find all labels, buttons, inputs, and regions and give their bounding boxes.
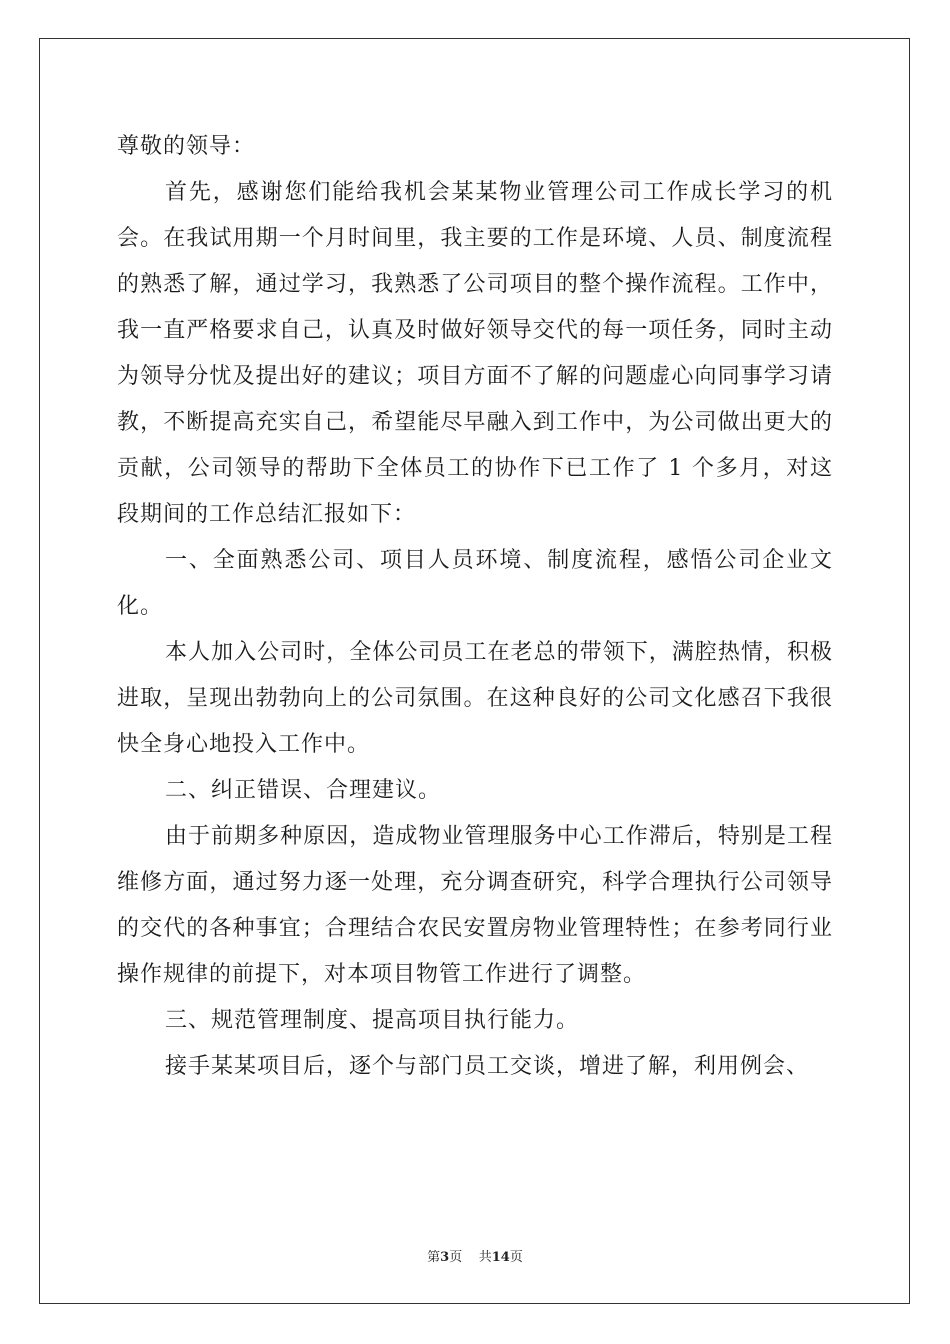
page-suffix: 页 bbox=[449, 1250, 463, 1265]
total-prefix: 共 bbox=[478, 1250, 492, 1265]
paragraph-section-1: 本人加入公司时，全体公司员工在老总的带领下，满腔热情，积极进取，呈现出勃勃向上的公司氛围。在这种良好的公司文化感召下我很快全身心地投入工作中。 bbox=[117, 640, 833, 757]
total-suffix: 页 bbox=[509, 1250, 523, 1265]
paragraph-section-2: 由于前期多种原因，造成物业管理服务中心工作滞后，特别是工程维修方面，通过努力逐一处理，充分调查研究，科学合理执行公司领导的交代的各种事宜；合理结合农民安置房物业管理特性；在参考同行业操作规律的前提下，对本项目物管工作进行了调整。 bbox=[117, 824, 833, 987]
paragraph-intro: 首先，感谢您们能给我机会某某物业管理公司工作成长学习的机会。在我试用期一个月时间里，我主要的工作是环境、人员、制度流程的熟悉了解，通过学习，我熟悉了公司项目的整个操作流程。工作中，我一直严格要求自己，认真及时做好领导交代的每一项任务，同时主动为领导分忧及提出好的建议；项目方面不了解的问题虚心向同事学习请教，不断提高充实自己，希望能尽早融入到工作中，为公司做出更大的贡献，公司领导的帮助下全体员工的协作下已工作了 1 个多月，对这段期间的工作总结汇报如下： bbox=[117, 180, 833, 527]
page-prefix: 第 bbox=[427, 1250, 441, 1265]
section-heading-3: 三、规范管理制度、提高项目执行能力。 bbox=[165, 1008, 580, 1033]
page-footer bbox=[0, 1246, 950, 1265]
document-body bbox=[117, 124, 833, 1090]
section-heading-1: 一、全面熟悉公司、项目人员环境、制度流程，感悟公司企业文化。 bbox=[117, 548, 833, 619]
total-pages: 14 bbox=[491, 1250, 510, 1265]
salutation: 尊敬的领导： bbox=[117, 134, 256, 159]
page-number: 3 bbox=[440, 1250, 450, 1265]
section-heading-2: 二、纠正错误、合理建议。 bbox=[165, 778, 442, 803]
paragraph-section-3: 接手某某项目后，逐个与部门员工交谈，增进了解，利用例会、 bbox=[165, 1054, 810, 1079]
